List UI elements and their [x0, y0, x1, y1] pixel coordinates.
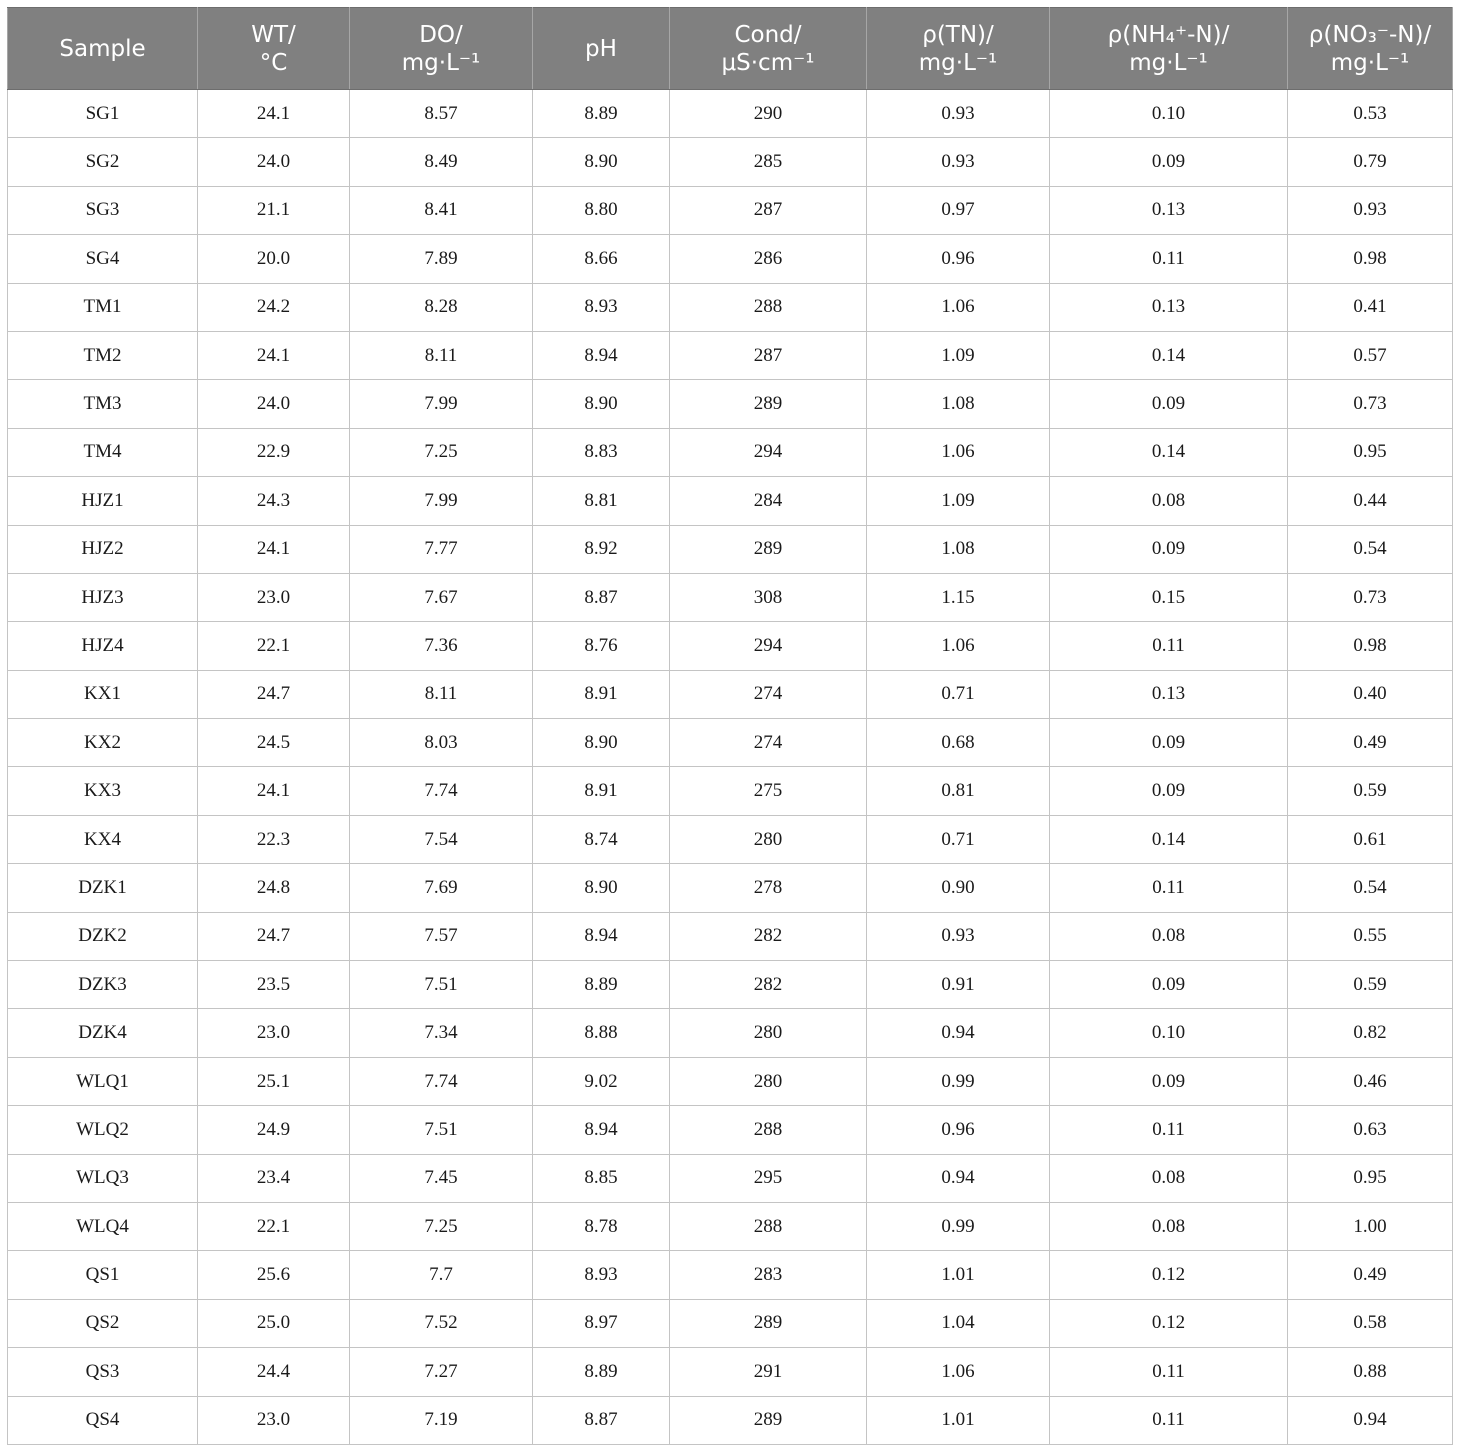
cell-no3: 0.41 [1288, 283, 1453, 331]
cell-nh4: 0.12 [1050, 1299, 1288, 1347]
cell-do: 8.49 [350, 138, 533, 186]
cell-sample: TM3 [8, 380, 198, 428]
cell-ph: 8.93 [533, 1251, 670, 1299]
cell-do: 7.99 [350, 477, 533, 525]
cell-sample: KX4 [8, 815, 198, 863]
cell-cond: 287 [670, 331, 867, 379]
cell-ph: 8.89 [533, 961, 670, 1009]
cell-sample: SG2 [8, 138, 198, 186]
cell-tn: 0.71 [867, 670, 1050, 718]
cell-tn: 0.81 [867, 767, 1050, 815]
cell-tn: 1.04 [867, 1299, 1050, 1347]
cell-cond: 308 [670, 573, 867, 621]
cell-sample: KX1 [8, 670, 198, 718]
cell-cond: 283 [670, 1251, 867, 1299]
cell-no3: 0.93 [1288, 186, 1453, 234]
cell-do: 7.54 [350, 815, 533, 863]
cell-no3: 0.49 [1288, 1251, 1453, 1299]
cell-tn: 0.68 [867, 719, 1050, 767]
cell-wt: 22.1 [198, 1202, 350, 1250]
cell-sample: QS1 [8, 1251, 198, 1299]
cell-cond: 282 [670, 912, 867, 960]
cell-ph: 9.02 [533, 1057, 670, 1105]
table-row [8, 1348, 1453, 1396]
cell-do: 7.51 [350, 1106, 533, 1154]
cell-ph: 8.87 [533, 573, 670, 621]
header-no3: ρ(NO₃⁻-N)/ mg·L⁻¹ [1288, 8, 1453, 90]
cell-ph: 8.74 [533, 815, 670, 863]
cell-cond: 275 [670, 767, 867, 815]
table-row [8, 767, 1453, 815]
table-row [8, 477, 1453, 525]
table-row [8, 912, 1453, 960]
cell-nh4: 0.08 [1050, 477, 1288, 525]
cell-tn: 0.99 [867, 1202, 1050, 1250]
cell-no3: 0.59 [1288, 961, 1453, 1009]
header-wt: WT/ °C [198, 8, 350, 90]
cell-cond: 288 [670, 1106, 867, 1154]
cell-do: 7.19 [350, 1396, 533, 1444]
cell-ph: 8.66 [533, 235, 670, 283]
cell-sample: WLQ2 [8, 1106, 198, 1154]
cell-wt: 24.0 [198, 138, 350, 186]
cell-wt: 25.0 [198, 1299, 350, 1347]
cell-no3: 0.95 [1288, 1154, 1453, 1202]
cell-do: 7.25 [350, 1202, 533, 1250]
table-row [8, 1154, 1453, 1202]
cell-no3: 0.95 [1288, 428, 1453, 476]
cell-cond: 288 [670, 1202, 867, 1250]
cell-do: 7.36 [350, 622, 533, 670]
cell-ph: 8.91 [533, 767, 670, 815]
cell-tn: 0.94 [867, 1154, 1050, 1202]
table-row [8, 525, 1453, 573]
header-sample: Sample [8, 8, 198, 90]
cell-nh4: 0.09 [1050, 138, 1288, 186]
cell-tn: 0.94 [867, 1009, 1050, 1057]
cell-cond: 282 [670, 961, 867, 1009]
cell-sample: HJZ3 [8, 573, 198, 621]
table-row [8, 1202, 1453, 1250]
cell-no3: 0.49 [1288, 719, 1453, 767]
cell-do: 7.52 [350, 1299, 533, 1347]
cell-tn: 1.08 [867, 525, 1050, 573]
table-row [8, 1396, 1453, 1444]
table-row [8, 235, 1453, 283]
cell-wt: 24.7 [198, 670, 350, 718]
cell-sample: QS4 [8, 1396, 198, 1444]
cell-no3: 0.44 [1288, 477, 1453, 525]
cell-tn: 0.93 [867, 138, 1050, 186]
cell-sample: WLQ3 [8, 1154, 198, 1202]
cell-no3: 0.46 [1288, 1057, 1453, 1105]
header-row [8, 8, 1453, 90]
cell-nh4: 0.11 [1050, 1348, 1288, 1396]
cell-wt: 25.6 [198, 1251, 350, 1299]
cell-nh4: 0.11 [1050, 1396, 1288, 1444]
cell-nh4: 0.11 [1050, 622, 1288, 670]
cell-tn: 1.01 [867, 1396, 1050, 1444]
cell-cond: 289 [670, 380, 867, 428]
cell-cond: 287 [670, 186, 867, 234]
table-row [8, 1057, 1453, 1105]
cell-ph: 8.85 [533, 1154, 670, 1202]
table-row [8, 138, 1453, 186]
cell-ph: 8.90 [533, 138, 670, 186]
cell-no3: 0.61 [1288, 815, 1453, 863]
cell-wt: 23.4 [198, 1154, 350, 1202]
cell-ph: 8.81 [533, 477, 670, 525]
cell-do: 7.45 [350, 1154, 533, 1202]
cell-tn: 1.01 [867, 1251, 1050, 1299]
cell-no3: 0.55 [1288, 912, 1453, 960]
cell-do: 8.03 [350, 719, 533, 767]
cell-do: 8.41 [350, 186, 533, 234]
cell-tn: 1.15 [867, 573, 1050, 621]
cell-do: 7.51 [350, 961, 533, 1009]
cell-do: 8.11 [350, 670, 533, 718]
cell-no3: 0.98 [1288, 235, 1453, 283]
cell-sample: WLQ1 [8, 1057, 198, 1105]
cell-ph: 8.90 [533, 719, 670, 767]
cell-nh4: 0.10 [1050, 90, 1288, 138]
header-do: DO/ mg·L⁻¹ [350, 8, 533, 90]
cell-ph: 8.94 [533, 912, 670, 960]
cell-tn: 0.99 [867, 1057, 1050, 1105]
cell-wt: 24.1 [198, 331, 350, 379]
cell-do: 7.7 [350, 1251, 533, 1299]
cell-wt: 24.1 [198, 525, 350, 573]
cell-do: 7.25 [350, 428, 533, 476]
cell-sample: TM2 [8, 331, 198, 379]
cell-nh4: 0.13 [1050, 283, 1288, 331]
cell-nh4: 0.15 [1050, 573, 1288, 621]
cell-sample: DZK2 [8, 912, 198, 960]
cell-ph: 8.78 [533, 1202, 670, 1250]
header-tn: ρ(TN)/ mg·L⁻¹ [867, 8, 1050, 90]
cell-wt: 21.1 [198, 186, 350, 234]
cell-no3: 0.40 [1288, 670, 1453, 718]
cell-sample: HJZ2 [8, 525, 198, 573]
cell-nh4: 0.14 [1050, 815, 1288, 863]
cell-wt: 23.5 [198, 961, 350, 1009]
cell-cond: 294 [670, 622, 867, 670]
cell-wt: 24.4 [198, 1348, 350, 1396]
cell-wt: 22.9 [198, 428, 350, 476]
cell-wt: 24.0 [198, 380, 350, 428]
cell-sample: HJZ4 [8, 622, 198, 670]
cell-sample: SG3 [8, 186, 198, 234]
table-row [8, 573, 1453, 621]
header-ph: pH [533, 8, 670, 90]
header-cond: Cond/ μS·cm⁻¹ [670, 8, 867, 90]
cell-ph: 8.94 [533, 331, 670, 379]
cell-wt: 24.2 [198, 283, 350, 331]
cell-wt: 24.3 [198, 477, 350, 525]
cell-cond: 284 [670, 477, 867, 525]
cell-nh4: 0.11 [1050, 1106, 1288, 1154]
cell-cond: 295 [670, 1154, 867, 1202]
cell-ph: 8.90 [533, 864, 670, 912]
cell-cond: 280 [670, 1057, 867, 1105]
cell-nh4: 0.09 [1050, 719, 1288, 767]
cell-cond: 289 [670, 1396, 867, 1444]
cell-sample: KX2 [8, 719, 198, 767]
cell-ph: 8.80 [533, 186, 670, 234]
cell-tn: 0.71 [867, 815, 1050, 863]
cell-tn: 0.90 [867, 864, 1050, 912]
table-row [8, 380, 1453, 428]
cell-ph: 8.91 [533, 670, 670, 718]
cell-sample: DZK1 [8, 864, 198, 912]
cell-ph: 8.89 [533, 1348, 670, 1396]
cell-no3: 0.73 [1288, 573, 1453, 621]
cell-nh4: 0.11 [1050, 864, 1288, 912]
table-row [8, 1251, 1453, 1299]
table-row [8, 283, 1453, 331]
cell-sample: WLQ4 [8, 1202, 198, 1250]
cell-do: 7.57 [350, 912, 533, 960]
cell-nh4: 0.08 [1050, 1202, 1288, 1250]
cell-wt: 24.5 [198, 719, 350, 767]
table-row [8, 864, 1453, 912]
cell-cond: 289 [670, 525, 867, 573]
cell-sample: TM4 [8, 428, 198, 476]
cell-tn: 0.96 [867, 1106, 1050, 1154]
cell-sample: QS3 [8, 1348, 198, 1396]
cell-tn: 1.06 [867, 622, 1050, 670]
cell-cond: 286 [670, 235, 867, 283]
cell-sample: QS2 [8, 1299, 198, 1347]
cell-wt: 24.9 [198, 1106, 350, 1154]
cell-nh4: 0.12 [1050, 1251, 1288, 1299]
cell-tn: 1.09 [867, 331, 1050, 379]
cell-wt: 22.3 [198, 815, 350, 863]
cell-ph: 8.93 [533, 283, 670, 331]
header-nh4: ρ(NH₄⁺-N)/ mg·L⁻¹ [1050, 8, 1288, 90]
cell-tn: 1.08 [867, 380, 1050, 428]
cell-ph: 8.92 [533, 525, 670, 573]
cell-nh4: 0.13 [1050, 670, 1288, 718]
cell-do: 8.11 [350, 331, 533, 379]
cell-nh4: 0.09 [1050, 767, 1288, 815]
cell-nh4: 0.13 [1050, 186, 1288, 234]
cell-wt: 20.0 [198, 235, 350, 283]
cell-cond: 280 [670, 815, 867, 863]
cell-nh4: 0.08 [1050, 1154, 1288, 1202]
table-row [8, 719, 1453, 767]
cell-cond: 278 [670, 864, 867, 912]
cell-cond: 280 [670, 1009, 867, 1057]
cell-ph: 8.89 [533, 90, 670, 138]
table-row [8, 622, 1453, 670]
cell-tn: 0.97 [867, 186, 1050, 234]
cell-sample: DZK3 [8, 961, 198, 1009]
cell-cond: 288 [670, 283, 867, 331]
cell-no3: 0.58 [1288, 1299, 1453, 1347]
cell-no3: 0.59 [1288, 767, 1453, 815]
table-row [8, 815, 1453, 863]
cell-do: 8.57 [350, 90, 533, 138]
cell-cond: 294 [670, 428, 867, 476]
cell-no3: 0.73 [1288, 380, 1453, 428]
table-row [8, 186, 1453, 234]
table-body [8, 90, 1453, 1445]
cell-do: 7.67 [350, 573, 533, 621]
cell-no3: 0.94 [1288, 1396, 1453, 1444]
cell-do: 7.99 [350, 380, 533, 428]
cell-ph: 8.90 [533, 380, 670, 428]
cell-wt: 23.0 [198, 1009, 350, 1057]
cell-nh4: 0.10 [1050, 1009, 1288, 1057]
cell-do: 7.74 [350, 767, 533, 815]
table-row [8, 670, 1453, 718]
cell-cond: 274 [670, 670, 867, 718]
cell-do: 7.69 [350, 864, 533, 912]
cell-no3: 0.63 [1288, 1106, 1453, 1154]
cell-ph: 8.88 [533, 1009, 670, 1057]
cell-wt: 24.8 [198, 864, 350, 912]
cell-do: 7.74 [350, 1057, 533, 1105]
cell-sample: SG4 [8, 235, 198, 283]
table-row [8, 1299, 1453, 1347]
cell-cond: 291 [670, 1348, 867, 1396]
cell-wt: 22.1 [198, 622, 350, 670]
cell-do: 7.27 [350, 1348, 533, 1396]
cell-nh4: 0.09 [1050, 961, 1288, 1009]
cell-no3: 0.82 [1288, 1009, 1453, 1057]
cell-no3: 0.54 [1288, 525, 1453, 573]
cell-tn: 1.06 [867, 283, 1050, 331]
cell-tn: 1.09 [867, 477, 1050, 525]
cell-no3: 0.54 [1288, 864, 1453, 912]
cell-cond: 285 [670, 138, 867, 186]
cell-nh4: 0.08 [1050, 912, 1288, 960]
cell-wt: 24.1 [198, 767, 350, 815]
cell-tn: 1.06 [867, 428, 1050, 476]
cell-sample: HJZ1 [8, 477, 198, 525]
cell-wt: 24.7 [198, 912, 350, 960]
cell-ph: 8.97 [533, 1299, 670, 1347]
cell-cond: 290 [670, 90, 867, 138]
cell-tn: 1.06 [867, 1348, 1050, 1396]
cell-wt: 24.1 [198, 90, 350, 138]
cell-sample: TM1 [8, 283, 198, 331]
cell-tn: 0.96 [867, 235, 1050, 283]
cell-nh4: 0.09 [1050, 525, 1288, 573]
cell-sample: DZK4 [8, 1009, 198, 1057]
cell-do: 8.28 [350, 283, 533, 331]
cell-nh4: 0.11 [1050, 235, 1288, 283]
cell-ph: 8.83 [533, 428, 670, 476]
cell-tn: 0.91 [867, 961, 1050, 1009]
cell-cond: 274 [670, 719, 867, 767]
data-table [7, 7, 1453, 1445]
table-row [8, 331, 1453, 379]
cell-wt: 23.0 [198, 573, 350, 621]
cell-no3: 0.98 [1288, 622, 1453, 670]
cell-tn: 0.93 [867, 90, 1050, 138]
cell-no3: 0.53 [1288, 90, 1453, 138]
cell-ph: 8.87 [533, 1396, 670, 1444]
cell-ph: 8.94 [533, 1106, 670, 1154]
cell-nh4: 0.09 [1050, 380, 1288, 428]
cell-sample: SG1 [8, 90, 198, 138]
cell-do: 7.89 [350, 235, 533, 283]
table-row [8, 90, 1453, 138]
cell-sample: KX3 [8, 767, 198, 815]
cell-no3: 0.57 [1288, 331, 1453, 379]
cell-do: 7.34 [350, 1009, 533, 1057]
table-row [8, 428, 1453, 476]
cell-no3: 0.79 [1288, 138, 1453, 186]
table-row [8, 961, 1453, 1009]
cell-cond: 289 [670, 1299, 867, 1347]
cell-nh4: 0.14 [1050, 331, 1288, 379]
cell-wt: 23.0 [198, 1396, 350, 1444]
cell-no3: 0.88 [1288, 1348, 1453, 1396]
cell-no3: 1.00 [1288, 1202, 1453, 1250]
cell-nh4: 0.09 [1050, 1057, 1288, 1105]
table-row [8, 1106, 1453, 1154]
cell-do: 7.77 [350, 525, 533, 573]
cell-tn: 0.93 [867, 912, 1050, 960]
table-row [8, 1009, 1453, 1057]
cell-nh4: 0.14 [1050, 428, 1288, 476]
cell-wt: 25.1 [198, 1057, 350, 1105]
cell-ph: 8.76 [533, 622, 670, 670]
